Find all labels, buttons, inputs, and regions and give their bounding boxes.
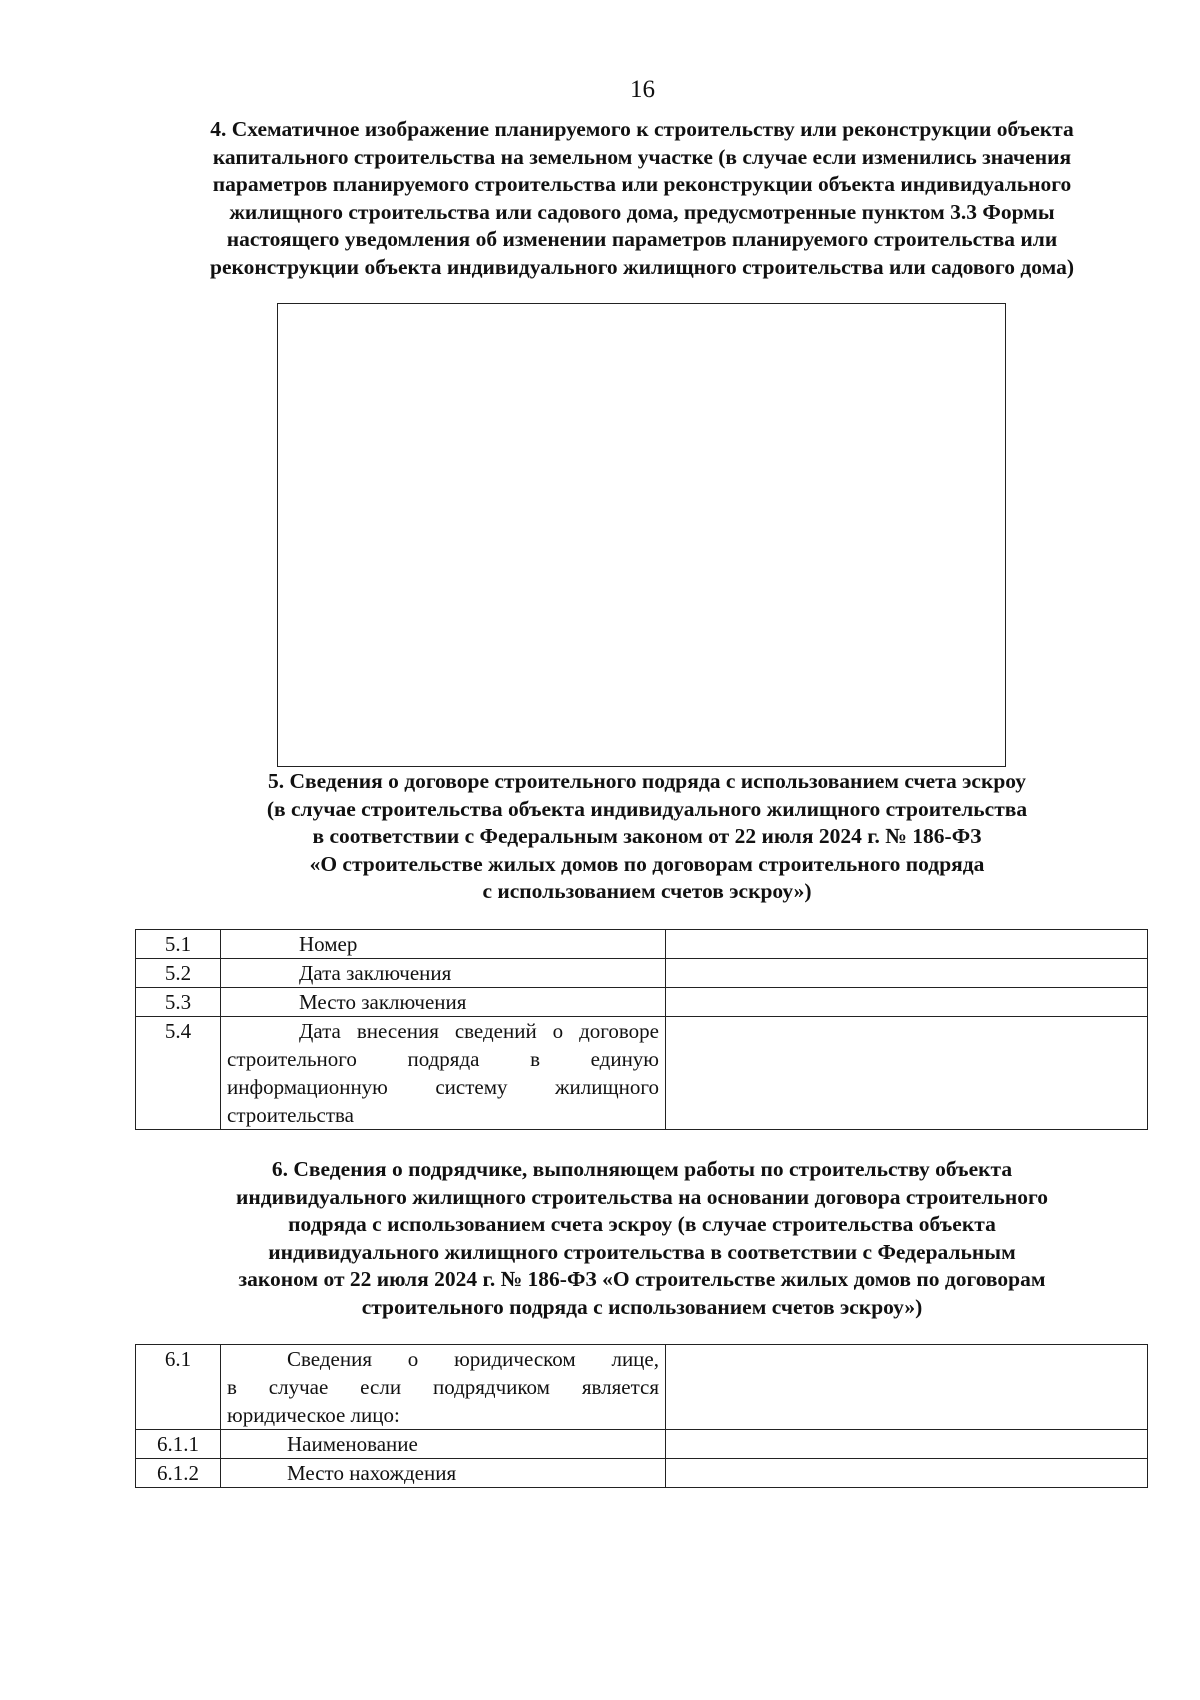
heading-line: реконструкции объекта индивидуального жилищного строительства или садового дома) (209, 254, 1075, 279)
section-5-heading (175, 768, 1119, 906)
table-row (136, 930, 1148, 959)
heading-line: с использованием счетов эскроу») (482, 879, 812, 903)
row-number: 5.4 (136, 1017, 221, 1130)
row-label: Место заключения (221, 988, 666, 1017)
row-number: 5.3 (136, 988, 221, 1017)
contractor-location-field[interactable] (666, 1459, 1148, 1488)
table-row (136, 1459, 1148, 1488)
contract-number-field[interactable] (666, 930, 1148, 959)
contract-place-field[interactable] (666, 988, 1148, 1017)
heading-line: индивидуального жилищного строительства на основании договора строительного (236, 1184, 1048, 1209)
heading-line: 4. Схематичное изображение планируемого к строительству или реконструкции объекта (210, 117, 1074, 141)
contractor-name-field[interactable] (666, 1430, 1148, 1459)
section-6-heading (130, 1156, 1154, 1321)
row-number: 5.1 (136, 930, 221, 959)
table-row (136, 988, 1148, 1017)
heading-line: жилищного строительства или садового дома, предусмотренные пунктом 3.3 Формы (229, 199, 1055, 224)
row-number: 6.1 (136, 1345, 221, 1430)
heading-line: 6. Сведения о подрядчике, выполняющем работы по строительству объекта (271, 1157, 1013, 1181)
heading-line: индивидуального жилищного строительства в соответствии с Федеральным (268, 1239, 1016, 1264)
row-label: Сведения о юридическом лице, в случае если подрядчиком является юридическое лицо: (221, 1345, 666, 1430)
heading-line: параметров планируемого строительства или реконструкции объекта индивидуального (212, 172, 1072, 196)
row-number: 6.1.1 (136, 1430, 221, 1459)
heading-line: подряда с использованием счета эскроу (в случае строительства объекта (288, 1212, 996, 1236)
heading-line: настоящего уведомления об изменении параметров планируемого строительства или (226, 227, 1058, 251)
row-label: Дата заключения (221, 959, 666, 988)
table-row (136, 1017, 1148, 1130)
row-label: Номер (221, 930, 666, 959)
registry-date-field[interactable] (666, 1017, 1148, 1130)
heading-line: (в случае строительства объекта индивидуального жилищного строительства (266, 796, 1028, 821)
row-label: Место нахождения (221, 1459, 666, 1488)
heading-line: строительного подряда с использованием счетов эскроу») (361, 1294, 923, 1319)
contract-details-table (135, 929, 1148, 1130)
page-number: 16 (630, 76, 655, 103)
schematic-drawing-area[interactable] (277, 303, 1006, 767)
row-number: 6.1.2 (136, 1459, 221, 1488)
contractor-details-table (135, 1344, 1148, 1488)
contract-date-field[interactable] (666, 959, 1148, 988)
row-label: Дата внесения сведений о договоре строительного подряда в единую информационную систему жилищного строительства (221, 1017, 666, 1130)
heading-line: капитального строительства на земельном участке (в случае если изменились значения (212, 144, 1072, 169)
legal-entity-field[interactable] (666, 1345, 1148, 1430)
heading-line: в соответствии с Федеральным законом от 22 июля 2024 г. № 186-ФЗ (312, 824, 982, 848)
section-4-heading (130, 116, 1154, 281)
row-number: 5.2 (136, 959, 221, 988)
table-row (136, 1345, 1148, 1430)
table-row (136, 1430, 1148, 1459)
heading-line: «О строительстве жилых домов по договорам строительного подряда (309, 851, 985, 876)
table-row (136, 959, 1148, 988)
heading-line: 5. Сведения о договоре строительного подряда с использованием счета эскроу (267, 769, 1026, 793)
heading-line: законом от 22 июля 2024 г. № 186-ФЗ «О строительстве жилых домов по договорам (238, 1267, 1046, 1291)
row-label: Наименование (221, 1430, 666, 1459)
